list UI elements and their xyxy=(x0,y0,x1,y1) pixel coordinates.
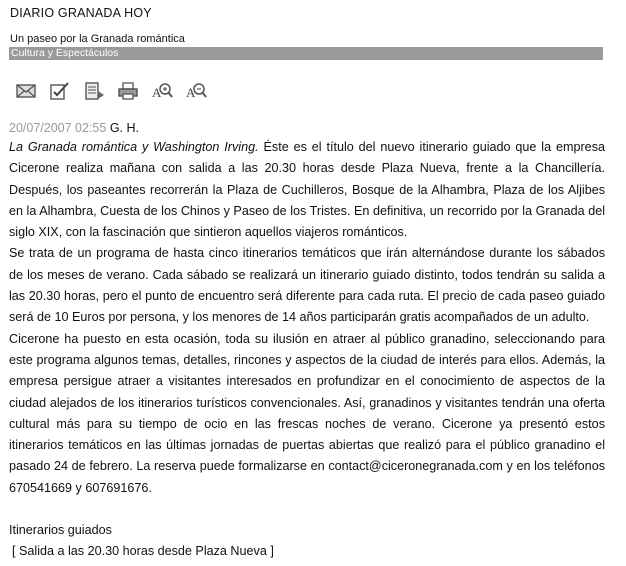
svg-text:A: A xyxy=(152,85,162,100)
tag-label[interactable]: Itinerarios guiados xyxy=(9,523,112,537)
article-headline: Un paseo por la Granada romántica xyxy=(10,33,185,45)
edit-icon[interactable] xyxy=(48,80,72,102)
article-toolbar xyxy=(14,78,208,104)
mail-icon[interactable] xyxy=(14,80,38,102)
article-date: 20/07/2007 02:55 xyxy=(9,121,107,135)
article-author: G. H. xyxy=(109,121,139,135)
document-icon[interactable] xyxy=(82,80,106,102)
newspaper-masthead: DIARIO GRANADA HOY xyxy=(10,6,152,20)
zoom-in-text-icon[interactable] xyxy=(150,80,174,102)
print-icon[interactable] xyxy=(116,80,140,102)
article-paragraph-1-text: Éste es el título del nuevo itinerario guiado que la empresa Cicerone realiza mañana con salida a las 20.30 horas desde Plaza Nueva, frente a la Chancillería. Después, los paseantes recorrerán la Plaza de Cuchilleros, Bosque de la Alhambra, Plaza de los Aljibes en la Alhambra, Cuesta de los Chinos y Paseo de los Tristes. En definitiva, un recorrido por la Granada del siglo XIX, con la fascinación que sintieron aquellos viajeros románticos. xyxy=(9,140,605,240)
svg-text:A: A xyxy=(186,85,196,100)
article-body xyxy=(9,137,605,499)
summary-line: [ Salida a las 20.30 horas desde Plaza Nueva ] xyxy=(12,544,274,558)
article-lead-title: La Granada romántica y Washington Irving. xyxy=(9,140,259,154)
article-paragraph-1 xyxy=(9,137,605,243)
section-bar[interactable]: Cultura y Espectáculos xyxy=(9,47,603,60)
article-paragraph-3: Cicerone ha puesto en esta ocasión, toda su ilusión en atraer al público granadino, seleccionando para este programa algunos temas, detalles, rincones y aspectos de la ciudad de interés para ellos. Además, la empresa persigue atraer a visitantes interesados en profundizar en el conocimiento de aspectos de la ciudad alejados de los itinerarios turísticos convencionales. Así, granadinos y visitantes tendrán una oferta cultural más para su tiempo de ocio en las frescas noches de verano. Cicerone ya presentó estos itinerarios temáticos en las últimas jornadas de puertas abiertas que realizó para el público granadino el pasado 24 de febrero. La reserva puede formalizarse en contact@ciceronegranada.com y en los teléfonos 670541669 y 607691676. xyxy=(9,331,605,495)
zoom-out-text-icon[interactable] xyxy=(184,80,208,102)
article-meta xyxy=(9,121,139,135)
article-paragraph-2: Se trata de un programa de hasta cinco itinerarios temáticos que irán alternándose durante los sábados de los meses de verano. Cada sábado se realizará un itinerario guiado distinto, todos tendrán su salida a las 20.30 horas, pero el punto de encuentro será diferente para cada ruta. El precio de cada paseo guiado será de 10 Euros por persona, y los menores de 14 años participarán gratis acompañados de un adulto. xyxy=(9,246,605,325)
